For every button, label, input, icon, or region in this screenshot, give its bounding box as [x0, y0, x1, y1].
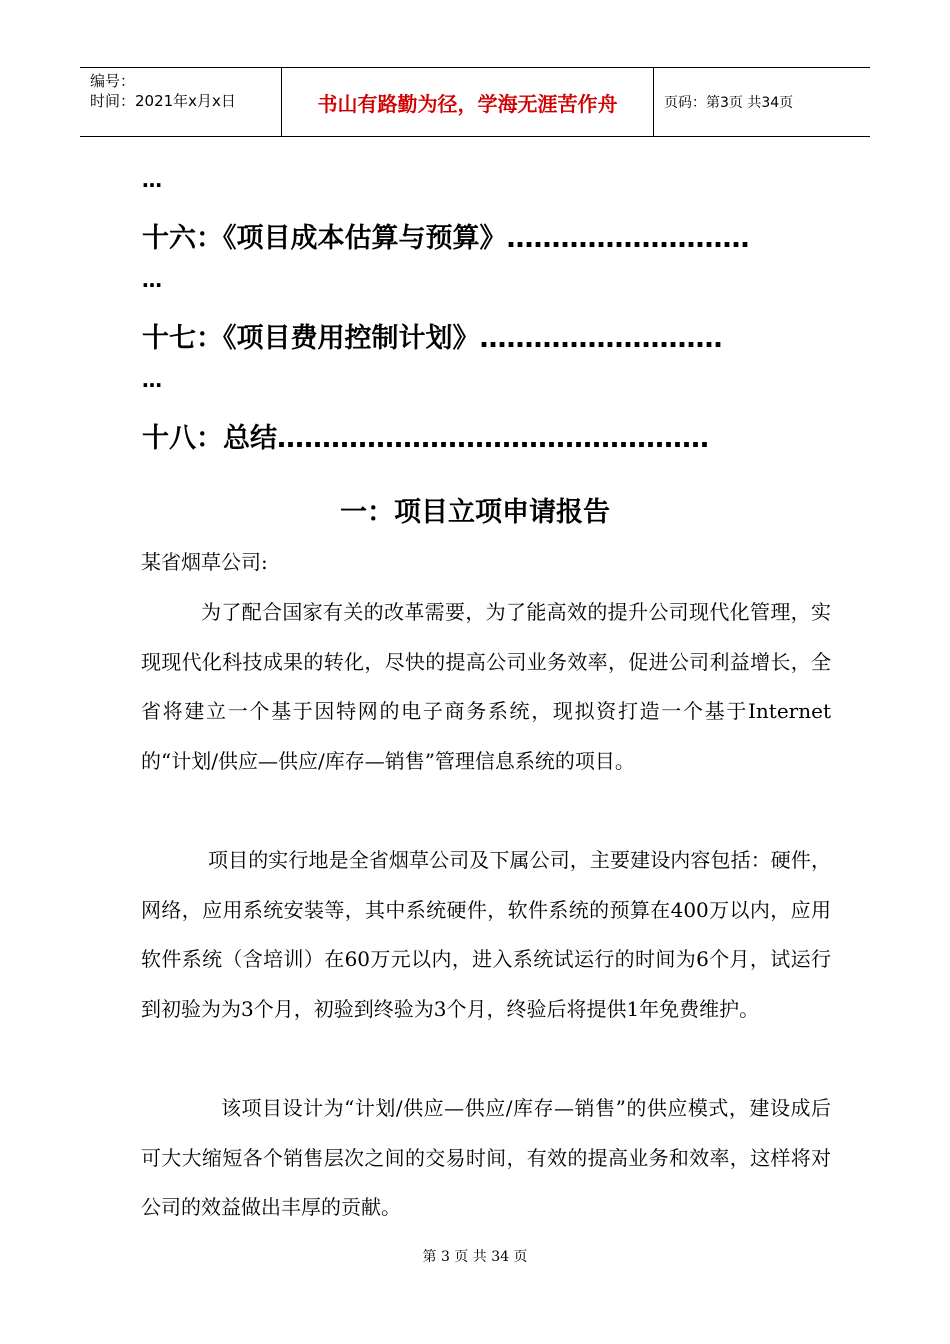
toc-leading-dots: … [142, 168, 161, 192]
header-time: 时间：2021年x月x日 [90, 92, 236, 110]
toc-item-17-tail: … [142, 368, 161, 392]
greeting-text: 某省烟草公司: [141, 550, 268, 574]
toc-item-18[interactable]: 十八：总结………………………………………… [142, 423, 709, 454]
paragraph-2-text: 项目的实行地是全省烟草公司及下属公司，主要建设内容包括：硬件，网络，应用系统安装等，其中系统硬件，软件系统的预算在400万以内，应用软件系统（含培训）在60万元以内，进入系统试运行的时间为6个月，试运行到初验为为3个月，初验到终验为3个月，终验后将提供1年免费维护。 [141, 848, 831, 1021]
header-page: 页码：第3页 共34页 [664, 95, 794, 111]
toc-item-17[interactable]: 十七：《项目费用控制计划》……………………… [142, 323, 723, 354]
paragraph-1-text: 为了配合国家有关的改革需要，为了能高效的提升公司现代化管理，实现现代化科技成果的转化，尽快的提高公司业务效率，促进公司利益增长，全省将建立一个基于因特网的电子商务系统，现拟资打造一个基于Internet的“计划/供应—供应/库存—销售”管理信息系统的项目。 [141, 600, 831, 773]
header-meta [80, 68, 282, 136]
page-header [80, 67, 870, 137]
header-motto: 书山有路勤为径，学海无涯苦作舟 [282, 68, 654, 136]
paragraph-2 [141, 836, 831, 1034]
paragraph-3-text: 该项目设计为“计划/供应—供应/库存—销售”的供应模式，建设成后可大大缩短各个销售层次之间的交易时间，有效的提高业务和效率，这样将对公司的效益做出丰厚的贡献。 [141, 1096, 831, 1220]
greeting [141, 538, 831, 588]
toc-item-16-tail: … [142, 268, 161, 292]
paragraph-1 [141, 588, 831, 786]
section-title: 一：项目立项申请报告 [340, 497, 610, 528]
header-number: 编号： [90, 72, 136, 90]
paragraph-3 [141, 1084, 831, 1233]
toc-item-16[interactable]: 十六：《项目成本估算与预算》……………………… [142, 223, 750, 254]
page-footer: 第 3 页 共 34 页 [422, 1249, 528, 1265]
